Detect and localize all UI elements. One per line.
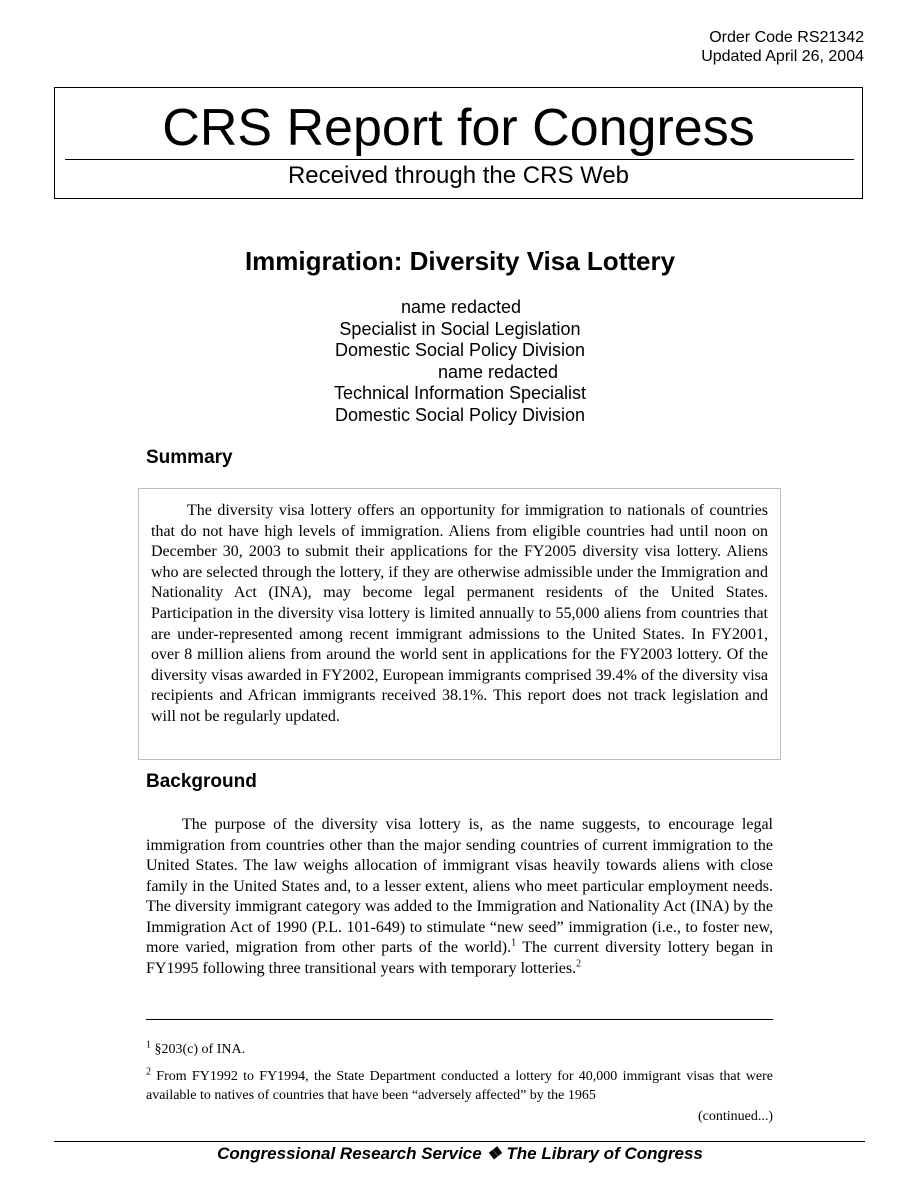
masthead-box xyxy=(54,87,863,199)
footer-text: Congressional Research Service ❖ The Library of Congress xyxy=(217,1144,703,1163)
masthead-subtitle: Received through the CRS Web xyxy=(287,162,630,189)
footnote-marker: 2 xyxy=(146,1066,151,1078)
author-title: Technical Information Specialist xyxy=(333,383,587,403)
summary-box xyxy=(138,488,781,760)
footnote-text: From FY1992 to FY1994, the State Department conducted a lottery for 40,000 immigrant visas that were available to natives of countries that have been “adversely affected” by the 1965 xyxy=(146,1069,773,1103)
summary-text: The diversity visa lottery offers an opportunity for immigration to nationals of countries that do not have high levels of immigration. Aliens from eligible countries had until noon on December 30, 2003 to submit their applications for the FY2005 diversity visa lottery. Aliens who are selected through the lottery, if they are otherwise admissible under the Immigration and Nationality Act (INA), may become legal permanent residents of the United States. Participation in the diversity visa lottery is limited annually to 55,000 aliens from countries that are under-represented among recent immigrant admissions to the United States. In FY2001, over 8 million aliens from around the world sent in applications for the FY2003 lottery. Of the diversity visas awarded in FY2002, European immigrants comprised 39.4% of the diversity visa recipients and African immigrants received 38.1%. This report does not track legislation and will not be regularly updated. xyxy=(151,502,768,725)
background-heading: Background xyxy=(146,771,257,792)
masthead-title: CRS Report for Congress xyxy=(162,99,755,157)
background-text-part: The current diversity lottery began in FY1995 following three transitional years with temporary lotteries. xyxy=(146,939,774,977)
order-code: Order Code RS21342 xyxy=(709,29,864,46)
page-title: Immigration: Diversity Visa Lottery xyxy=(244,246,676,276)
footnote-2 xyxy=(146,1067,773,1105)
order-code-block xyxy=(701,28,864,66)
footnote-divider xyxy=(146,1019,773,1020)
footnote-ref[interactable]: 1 xyxy=(511,937,517,949)
updated-date: Updated April 26, 2004 xyxy=(701,48,864,65)
footnote-1 xyxy=(146,1040,773,1059)
author-division: Domestic Social Policy Division xyxy=(334,404,586,425)
footnote-continued: (continued...) xyxy=(697,1109,773,1124)
background-text-part: The purpose of the diversity visa lottery is, as the name suggests, to encourage legal immigration from countries other than the major sending countries of current immigration to the United States. The law weighs allocation of immigrant visas heavily towards aliens with close family in the United States and, to a lesser extent, aliens who meet particular employment needs. The diversity immigrant category was added to the Immigration and Nationality Act (INA) by the Immigration Act of 1990 (P.L. 101-649) to stimulate “new seed” immigration (i.e., to foster new, more varied, migration from other parts of the world). xyxy=(146,816,773,956)
author-division: Domestic Social Policy Division xyxy=(334,340,586,360)
author-block xyxy=(0,297,920,426)
footnote-text: §203(c) of INA. xyxy=(151,1042,246,1057)
footer-divider xyxy=(54,1141,865,1142)
background-paragraph xyxy=(146,815,773,979)
author-name: name redacted xyxy=(400,297,522,317)
footnote-marker: 1 xyxy=(146,1039,151,1051)
masthead-divider xyxy=(65,159,854,160)
author-name: name redacted xyxy=(437,361,559,382)
footnote-ref[interactable]: 2 xyxy=(576,958,582,970)
author-title: Specialist in Social Legislation xyxy=(339,318,581,339)
summary-heading: Summary xyxy=(146,447,233,468)
